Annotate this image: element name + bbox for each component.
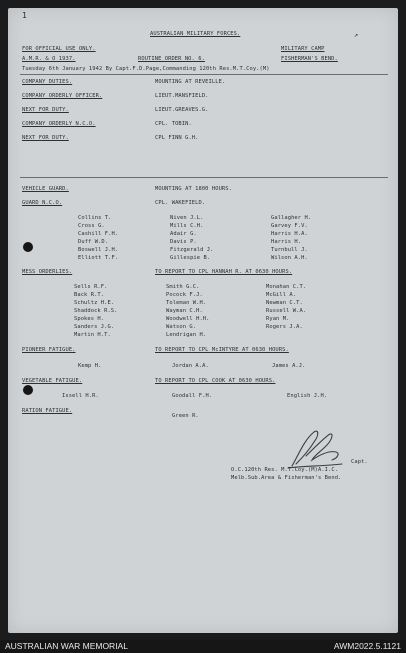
duty-value: MOUNTING AT REVEILLE. — [155, 79, 226, 85]
guard-name: Niven J.L. — [170, 215, 204, 221]
camp-location: FISHERMAN'S BEND. — [281, 56, 338, 62]
mess-name: Lendrigan H. — [166, 332, 207, 338]
ration-label: RATION FATIGUE. — [22, 408, 73, 414]
mess-name: Woodwell H.H. — [166, 316, 210, 322]
duty-label: COMPANY ORDERLY N.C.O. — [22, 121, 96, 127]
pioneer-name: James A.J. — [272, 363, 306, 369]
guard-name: Davis P. — [170, 239, 197, 245]
duty-label: NEXT FOR DUTY. — [22, 107, 69, 113]
guard-name: Harris H.A. — [271, 231, 308, 237]
guard-name: Harris H. — [271, 239, 302, 245]
punch-hole — [23, 385, 33, 395]
duty-value: LIEUT.MANSFIELD. — [155, 93, 209, 99]
mess-name: Wayman C.H. — [166, 308, 203, 314]
guard-name: Boswell J.H. — [78, 247, 119, 253]
vegetable-name: Goodall F.H. — [172, 393, 213, 399]
vehicle-guard-label: VEHICLE GUARD. — [22, 186, 69, 192]
regulation-ref: A.M.R. & O 1937. — [22, 56, 76, 62]
mess-orderlies-label: MESS ORDERLIES. — [22, 269, 73, 275]
guard-name: Gallagher H. — [271, 215, 312, 221]
handwritten-signature — [284, 426, 346, 472]
signature-rank: Capt. — [351, 459, 368, 465]
punch-hole — [23, 242, 33, 252]
page-mark: 1 — [22, 11, 27, 20]
pioneer-value: TO REPORT TO CPL McINTYRE AT 0630 HOURS. — [155, 347, 289, 353]
mess-name: Sanders J.G. — [74, 324, 115, 330]
guard-name: Turnbull J. — [271, 247, 308, 253]
divider — [20, 74, 388, 75]
mess-name: Shaddock R.S. — [74, 308, 118, 314]
signature-title: O.C.120th Res. M.T.Coy.(M)A.I.C. — [231, 467, 339, 473]
duty-label: COMPANY DUTIES. — [22, 79, 73, 85]
guard-nco-label: GUARD N.C.O. — [22, 200, 63, 206]
signature-area: Melb.Sub.Area & Fisherman's Bend. — [231, 475, 342, 481]
ration-name: Green R. — [172, 413, 199, 419]
mess-name: Ryan M. — [266, 316, 290, 322]
document-title: AUSTRALIAN MILITARY FORCES. — [150, 31, 241, 37]
mess-orderlies-value: TO REPORT TO CPL HANNAH R. AT 0630 HOURS. — [155, 269, 293, 275]
footer-institution: AUSTRALIAN WAR MEMORIAL — [5, 641, 128, 651]
camp-label: MILITARY CAMP — [281, 46, 325, 52]
vehicle-guard-value: MOUNTING AT 1800 HOURS. — [155, 186, 232, 192]
guard-name: Adair G. — [170, 231, 197, 237]
mess-name: Pocock F.J. — [166, 292, 203, 298]
guard-name: Cashill F.H. — [78, 231, 119, 237]
guard-name: Wilson A.H. — [271, 255, 308, 261]
mess-name: Smith G.C. — [166, 284, 200, 290]
archive-footer — [0, 640, 406, 653]
guard-name: Gillespie B. — [170, 255, 211, 261]
guard-name: Cross G. — [78, 223, 105, 229]
mess-name: Watson G. — [166, 324, 197, 330]
order-number: ROUTINE ORDER NO. 6. — [138, 56, 205, 62]
document-page — [8, 8, 398, 633]
pioneer-label: PIONEER FATIGUE. — [22, 347, 76, 353]
duty-label: NEXT FOR DUTY. — [22, 135, 69, 141]
mess-name: Monahan C.T. — [266, 284, 307, 290]
mess-name: Martin H.T. — [74, 332, 111, 338]
mess-name: Russell W.A. — [266, 308, 307, 314]
classification: FOR OFFICIAL USE ONLY. — [22, 46, 96, 52]
pioneer-name: Jordan A.A. — [172, 363, 209, 369]
guard-name: Garvey F.V. — [271, 223, 308, 229]
mess-name: Toleman W.H. — [166, 300, 207, 306]
vegetable-name: English J.H. — [287, 393, 328, 399]
guard-name: Elliott T.F. — [78, 255, 119, 261]
divider — [20, 177, 388, 178]
mess-name: Newman C.T. — [266, 300, 303, 306]
guard-name: Fitzgerald J. — [170, 247, 214, 253]
mess-name: McGill A. — [266, 292, 297, 298]
mess-name: Spokes H. — [74, 316, 105, 322]
date-line: Tuesday 6th January 1942 By Capt.F.D.Page,Commanding 120th Res.M.T.Coy.(M) — [22, 66, 270, 72]
pioneer-name: Kemp H. — [78, 363, 102, 369]
guard-name: Mills C.H. — [170, 223, 204, 229]
duty-label: COMPANY ORDERLY OFFICER. — [22, 93, 103, 99]
mess-name: Back R.T. — [74, 292, 105, 298]
mess-name: Rogers J.A. — [266, 324, 303, 330]
corner-mark: ↗ — [354, 31, 359, 39]
footer-accession-number: AWM2022.5.1121 — [333, 641, 401, 651]
duty-value: CPL. TOBIN. — [155, 121, 192, 127]
mess-name: Sells R.F. — [74, 284, 108, 290]
duty-value: CPL FINN G.H. — [155, 135, 199, 141]
guard-name: Duff W.D. — [78, 239, 109, 245]
mess-name: Schultz H.E. — [74, 300, 115, 306]
vegetable-name: Issell H.R. — [62, 393, 99, 399]
vegetable-value: TO REPORT TO CPL COOK AT 0630 HOURS. — [155, 378, 276, 384]
guard-nco-value: CPL. WAKEFIELD. — [155, 200, 206, 206]
vegetable-label: VEGETABLE FATIGUE. — [22, 378, 83, 384]
duty-value: LIEUT.GREAVES.G. — [155, 107, 209, 113]
guard-name: Collins T. — [78, 215, 112, 221]
